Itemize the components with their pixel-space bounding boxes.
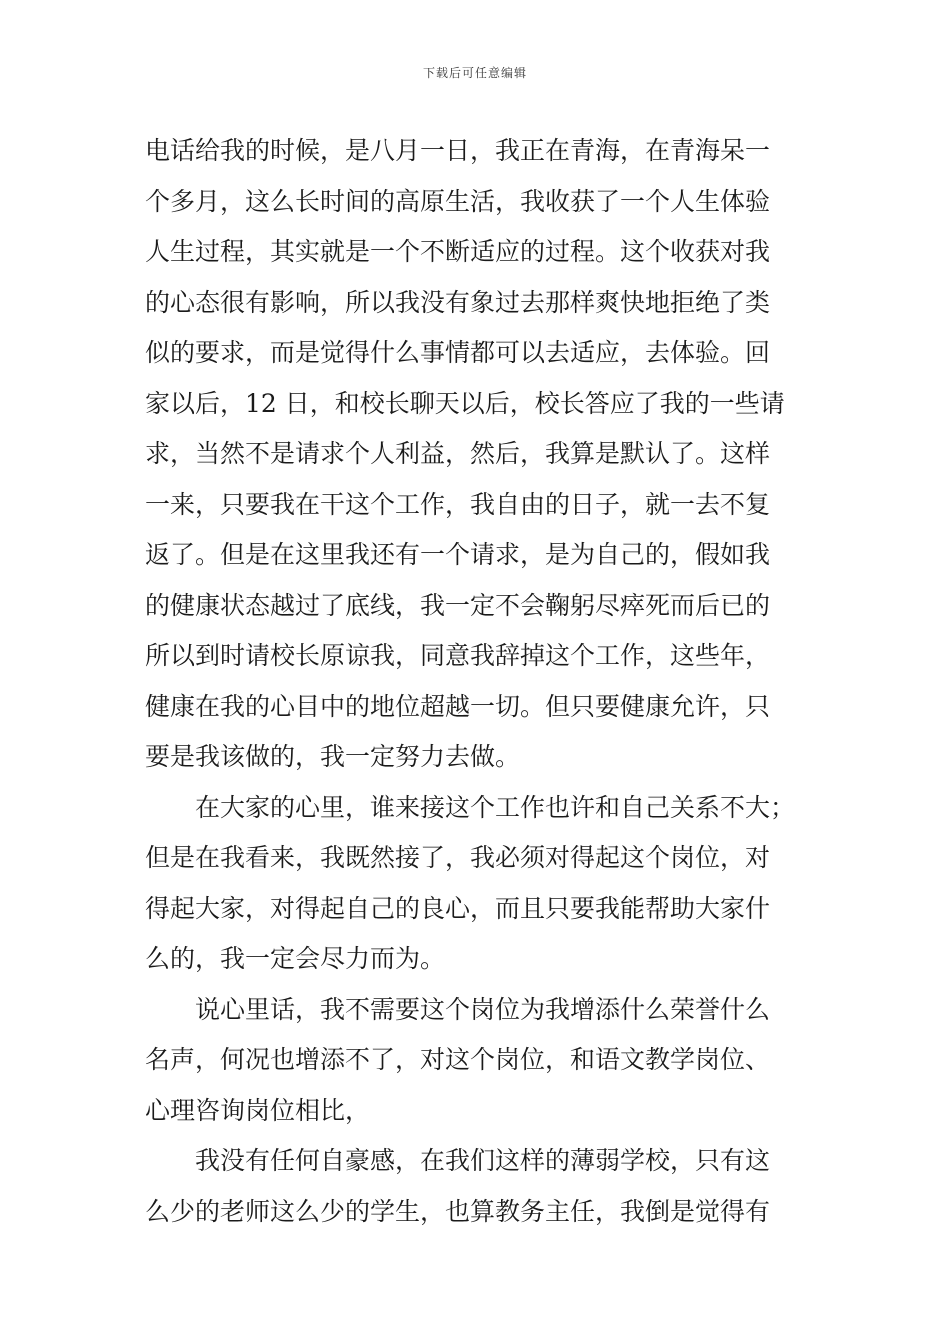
text-line: 人生过程，其实就是一个不断适应的过程。这个收获对我 — [145, 237, 771, 266]
text-line: 要是我该做的，我一定努力去做。 — [145, 742, 521, 771]
text-line: 返了。但是在这里我还有一个请求，是为自己的，假如我 — [145, 540, 771, 569]
text-line: 家以后，12 日，和校长聊天以后，校长答应了我的一些请 — [145, 388, 785, 418]
paragraph-3 — [145, 985, 810, 1137]
paragraph-4 — [145, 1136, 810, 1237]
paragraph-2 — [145, 783, 810, 985]
text-line: 说心里话，我不需要这个岗位为我增添什么荣誉什么 — [195, 994, 771, 1024]
text-line: 电话给我的时候，是八月一日，我正在青海，在青海呆一 — [145, 136, 771, 165]
text-line: 么的，我一定会尽力而为。 — [145, 944, 446, 973]
text-line: 求，当然不是请求个人利益，然后，我算是默认了。这样 — [145, 439, 771, 468]
text-line: 得起大家，对得起自己的良心，而且只要我能帮助大家什 — [145, 893, 771, 923]
text-line: 的健康状态越过了底线，我一定不会鞠躬尽瘁死而后已的 — [145, 590, 771, 620]
text-line: 我没有任何自豪感，在我们这样的薄弱学校，只有这 — [195, 1146, 771, 1175]
document-body — [145, 126, 810, 1237]
text-line: 心理咨询岗位相比， — [145, 1095, 371, 1125]
page-header: 下载后可任意编辑 — [422, 66, 527, 80]
text-line: 似的要求，而是觉得什么事情都可以去适应，去体验。回 — [145, 338, 771, 367]
text-line: 所以到时请校长原谅我，同意我辞掉这个工作，这些年， — [145, 641, 771, 670]
text-line: 的心态很有影响，所以我没有象过去那样爽快地拒绝了类 — [145, 287, 771, 317]
text-line: 一来，只要我在干这个工作，我自由的日子，就一去不复 — [145, 489, 771, 519]
text-line: 名声，何况也增添不了，对这个岗位，和语文教学岗位、 — [145, 1045, 771, 1074]
text-line: 么少的老师这么少的学生，也算教务主任，我倒是觉得有 — [145, 1196, 771, 1226]
text-line: 个多月，这么长时间的高原生活，我收获了一个人生体验 — [145, 186, 771, 216]
paragraph-1 — [145, 126, 810, 783]
text-line: 健康在我的心目中的地位超越一切。但只要健康允许，只 — [145, 691, 771, 721]
text-line: 但是在我看来，我既然接了，我必须对得起这个岗位，对 — [145, 843, 771, 872]
text-line: 在大家的心里，谁来接这个工作也许和自己关系不大； — [195, 792, 796, 822]
